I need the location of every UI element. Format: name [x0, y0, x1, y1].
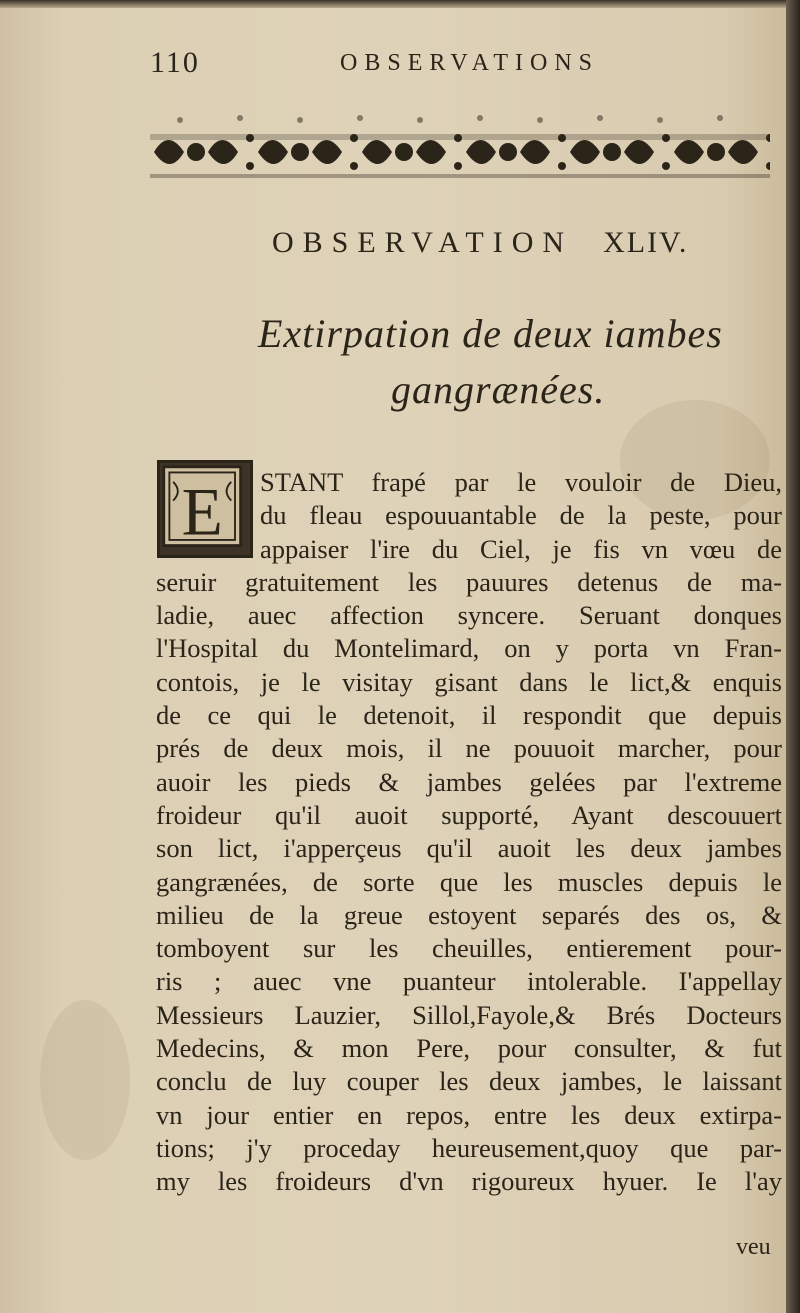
text-line: froideur qu'il auoit supporté, Ayant descouuert — [156, 799, 782, 830]
text-line: conclu de luy couper les deux jambes, le laissant — [156, 1066, 782, 1097]
text-line: du fleau espouuantable de la peste, pour — [260, 500, 782, 531]
text-line: Messieurs Lauzier, Sillol,Fayole,& Brés Docteurs — [156, 999, 782, 1030]
text-line: son lict, i'apperçeus qu'il auoit les deux jambes — [156, 833, 782, 864]
headpiece-ornament — [150, 112, 770, 188]
paper-stain — [40, 1000, 130, 1160]
running-head — [150, 46, 670, 86]
observation-heading — [272, 226, 688, 260]
page-gutter-shadow — [786, 0, 800, 1313]
text-line: auoir les pieds & jambes gelées par l'extreme — [156, 766, 782, 797]
catchword: veu — [736, 1234, 771, 1260]
text-line: tomboyent sur les cheuilles, entierement pour- — [156, 933, 782, 964]
text-line: milieu de la greue estoyent separés des os, & — [156, 899, 782, 930]
text-line: my les froideurs d'vn rigoureux hyuer. Ie l'ay — [156, 1166, 782, 1197]
text-line: de ce qui le detenoit, il respondit que depuis — [156, 700, 782, 731]
page-number: 110 — [150, 46, 200, 79]
running-head-title: OBSERVATIONS — [340, 50, 600, 76]
observation-number: XLIV. — [603, 226, 689, 259]
text-line: gangrænées, de sorte que les muscles depuis le — [156, 866, 782, 897]
text-line: STANT frapé par le vouloir de Dieu, — [260, 467, 782, 497]
text-line: tions; j'y proceday heureusement,quoy que par- — [156, 1132, 782, 1163]
subtitle-line-1: Extirpation de deux iambes — [258, 311, 723, 356]
initial-letter: E — [181, 474, 223, 550]
subtitle-line-2: gangrænées. — [391, 367, 606, 412]
text-line: prés de deux mois, il ne pouuoit marcher, pour — [156, 733, 782, 764]
text-line: contois, je le visitay gisant dans le lict,& enquis — [156, 666, 782, 697]
text-line: seruir gratuitement les pauures detenus de ma- — [156, 566, 782, 597]
text-line: ris ; auec vne puanteur intolerable. I'appellay — [156, 966, 782, 997]
text-line: Medecins, & mon Pere, pour consulter, & fut — [156, 1033, 782, 1064]
observation-label: OBSERVATION — [272, 226, 574, 259]
text-line: ladie, auec affection syncere. Seruant donques — [156, 600, 782, 631]
observation-subtitle — [258, 306, 728, 418]
text-line: appaiser l'ire du Ciel, je fis vn vœu de — [260, 533, 782, 564]
page-top-edge — [0, 0, 800, 8]
body-text — [156, 466, 782, 1199]
text-line: l'Hospital du Montelimard, on y porta vn Fran- — [156, 633, 782, 664]
text-line: vn jour entier en repos, entre les deux extirpa- — [156, 1099, 782, 1130]
